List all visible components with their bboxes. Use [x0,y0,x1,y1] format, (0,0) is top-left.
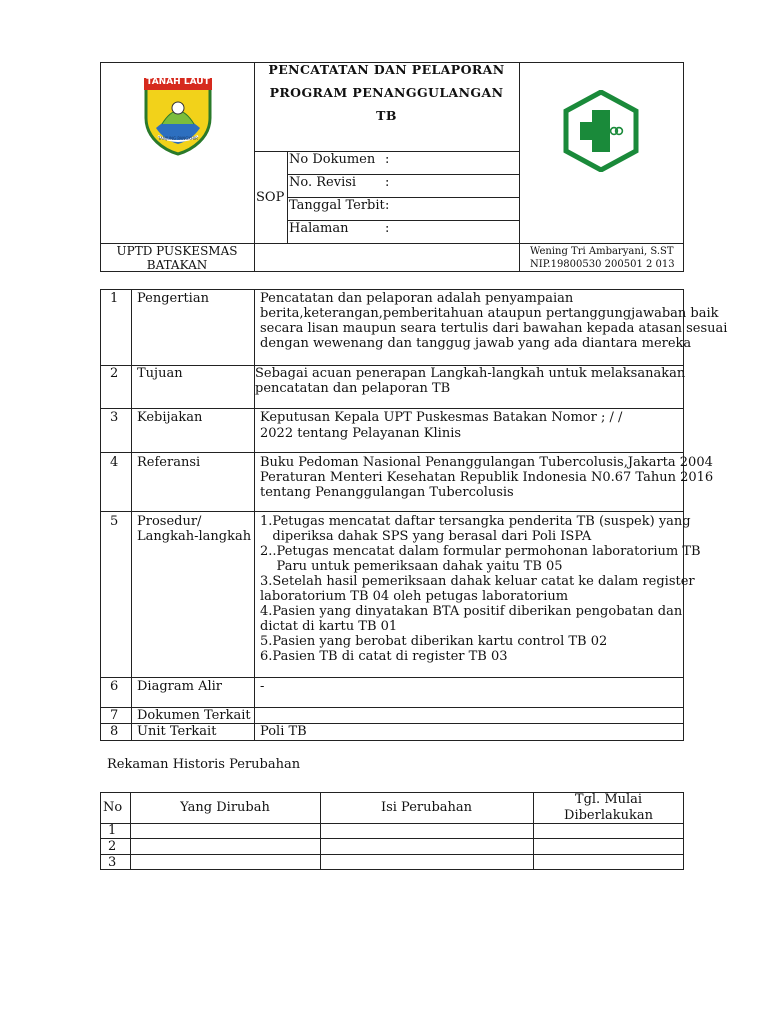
row-label: Dokumen Terkait [137,708,251,723]
row-number: 7 [110,708,119,723]
field-label: Halaman [289,221,349,236]
puskesmas-emblem [562,90,640,172]
row-divider [100,511,684,512]
row-label: Tujuan [137,366,183,381]
row-label: Unit Terkait [137,724,217,739]
row-content-line: tentang Penanggulangan Tubercolusis [260,485,514,500]
history-row-number: 3 [108,855,117,870]
field-sep: : [385,198,390,213]
row-label: Pengertian [137,291,209,306]
row-content-line: Poli TB [260,724,307,739]
row-number: 8 [110,724,119,739]
field-sep: : [385,221,390,236]
doc-title-line: TB [376,108,397,123]
row-content-line: 5.Pasien yang berobat diberikan kartu control TB 02 [260,634,608,649]
history-header-date: Tgl. Mulai [574,792,643,807]
history-row-number: 1 [108,823,117,838]
row-divider [100,838,684,839]
row-content-line: Keputusan Kepala UPT Puskesmas Batakan Nomor ; / / [260,410,623,425]
field-sep: : [385,175,390,190]
row-label: Diagram Alir [137,679,222,694]
doc-title-line: PROGRAM PENANGGULANGAN [269,85,504,100]
row-divider [100,452,684,453]
row-content-line: dengan wewenang dan tanggug jawab yang ada diantara mereka [260,336,692,351]
col-divider [254,289,255,741]
row-label: Kebijakan [137,410,203,425]
row-content-line: Peraturan Menteri Kesehatan Republik Indonesia N0.67 Tahun 2016 [260,470,714,485]
history-caption: Rekaman Historis Perubahan [107,757,301,772]
row-number: 3 [110,410,119,425]
tanah-laut-logo [140,74,216,156]
row-label: Langkah-langkah [137,529,252,544]
row-content-line: berita,keterangan,pemberitahuan ataupun pertanggungjawaban baik [260,306,719,321]
field-sep: : [385,152,390,167]
row-label: Referansi [137,455,201,470]
row-number: 1 [110,291,119,306]
unit-name-line2: BATAKAN [146,258,208,272]
field-label: No. Revisi [289,175,357,190]
row-content-line: Pencatatan dan pelaporan adalah penyampaian [260,291,574,306]
row-content-line: - [260,679,265,694]
logo-text-top: TANAH LAUT [146,77,210,87]
row-content-line: 4.Pasien yang dinyatakan BTA positif diberikan pengobatan dan [260,604,683,619]
row-content-line: laboratorium TB 04 oleh petugas laboratorium [260,589,569,604]
row-divider [100,854,684,855]
row-divider [100,823,684,824]
signer-name: Wening Tri Ambaryani, S.ST [530,246,674,257]
row-content-line: 1.Petugas mencatat daftar tersangka penderita TB (suspek) yang [260,514,691,529]
history-header-date: Diberlakukan [564,808,653,823]
row-divider [100,677,684,678]
row-content-line: secara lisan maupun seara tertulis dari bawahan kepada atasan sesuai [260,321,728,336]
row-content-line: Sebagai acuan penerapan Langkah-langkah untuk melaksanakan [255,366,686,381]
row-content-line: Buku Pedoman Nasional Penanggulangan Tubercolusis,Jakarta 2004 [260,455,713,470]
row-content-line: 3.Setelah hasil pemeriksaan dahak keluar catat ke dalam register [260,574,695,589]
row-label: Prosedur/ [137,514,202,529]
row-content-line: 2..Petugas mencatat dalam formular permohonan laboratorium TB [260,544,701,559]
logo-text-bottom: TANJUNG PANGKHIR [158,136,198,141]
row-number: 2 [110,366,119,381]
unit-name-line1: UPTD PUSKESMAS [116,244,238,258]
row-content-line: diperiksa dahak SPS yang berasal dari Poli ISPA [260,529,592,544]
col-divider [131,289,132,741]
row-content-line: pencatatan dan pelaporan TB [255,381,451,396]
history-header-changed: Yang Dirubah [180,800,270,815]
row-number: 4 [110,455,119,470]
history-row-number: 2 [108,839,117,854]
header-divider [519,62,520,272]
row-content-line: 2022 tentang Pelayanan Klinis [260,426,462,441]
sop-label: SOP [256,190,285,205]
row-content-line: dictat di kartu TB 01 [260,619,398,634]
signer-nip: NIP.19800530 200501 2 013 [530,259,675,270]
row-content-line: Paru untuk pemeriksaan dahak yaitu TB 05 [260,559,563,574]
row-divider [100,408,684,409]
field-label: No Dokumen [289,152,376,167]
row-content-line: 6.Pasien TB di catat di register TB 03 [260,649,508,664]
row-number: 5 [110,514,119,529]
row-number: 6 [110,679,119,694]
history-header-no: No [103,800,123,815]
field-label: Tanggal Terbit [289,198,385,213]
history-header-content: Isi Perubahan [380,800,473,815]
doc-title-line: PENCATATAN DAN PELAPORAN [268,62,505,77]
